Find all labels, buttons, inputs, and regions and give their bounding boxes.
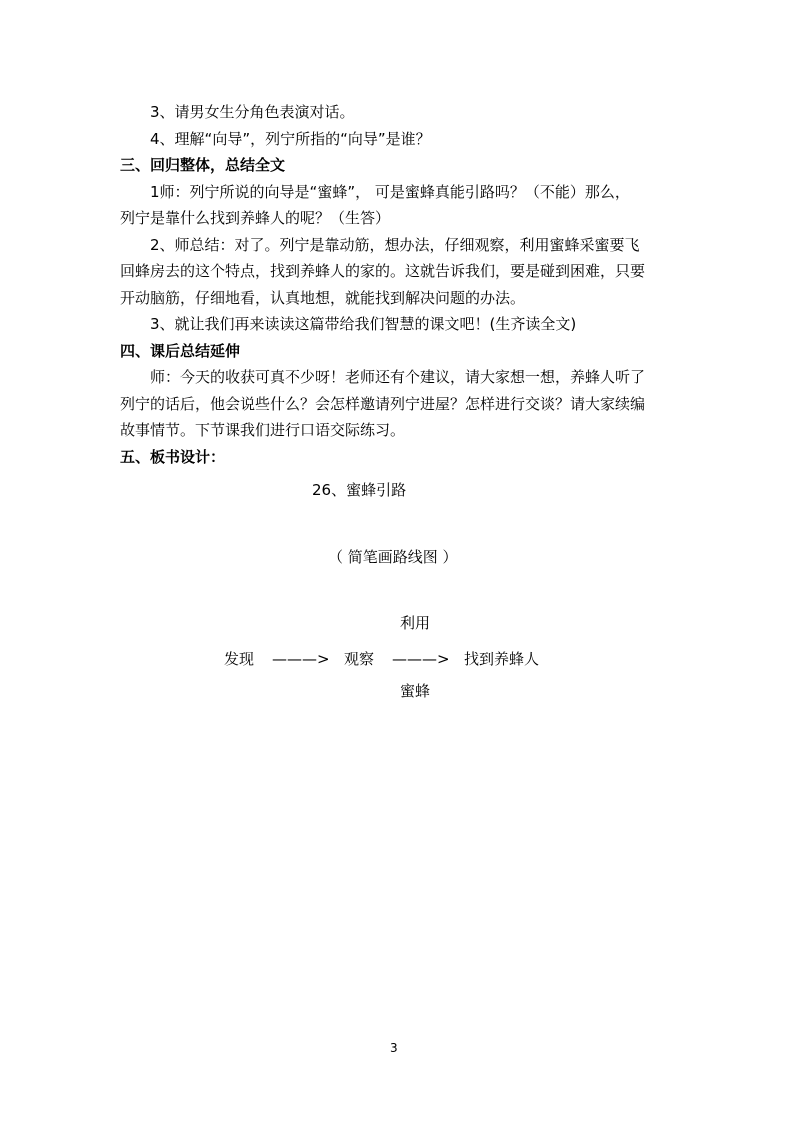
section3-p1-line1: 1师：列宁所说的向导是“蜜蜂”， 可是蜜蜂真能引路吗？（不能）那么， — [150, 183, 630, 201]
board-label-bottom: 蜜蜂 — [400, 682, 431, 700]
board-arrow-1: ———> — [272, 650, 330, 668]
section3-p3: 3、就让我们再来读读这篇带给我们智慧的课文吧！(生齐读全文) — [150, 315, 577, 333]
section4-p-line3: 故事情节。下节课我们进行口语交际练习。 — [120, 421, 406, 439]
section4-p-line2: 列宁的话后，他会说些什么？会怎样邀请列宁进屋？怎样进行交谈？请大家续编 — [120, 395, 646, 413]
section4-p-line1: 师：今天的收获可真不少呀！老师还有个建议，请大家想一想，养蜂人听了 — [150, 368, 646, 386]
section3-p2-line3: 开动脑筋，仔细地看，认真地想，就能找到解决问题的办法。 — [120, 289, 526, 307]
page-number: 3 — [390, 1041, 398, 1055]
sketch-note: （ 简笔画路线图 ） — [328, 548, 458, 566]
board-label-top: 利用 — [400, 614, 431, 632]
board-step-2: 观察 — [344, 650, 375, 668]
section5-heading: 五、板书设计： — [120, 448, 226, 466]
section3-p2-line1: 2、师总结：对了。列宁是靠动筋，想办法，仔细观察，利用蜜蜂采蜜要飞 — [150, 236, 640, 254]
section3-p2-line2: 回蜂房去的这个特点，找到养蜂人的家的。这就告诉我们，要是碰到困难，只要 — [120, 262, 646, 280]
section3-p1-line2: 列宁是靠什么找到养蜂人的呢？（生答） — [120, 209, 391, 227]
board-title: 26、蜜蜂引路 — [312, 481, 407, 499]
board-step-1: 发现 — [224, 650, 255, 668]
board-step-3: 找到养蜂人 — [464, 650, 540, 668]
section4-heading: 四、课后总结延伸 — [120, 342, 241, 360]
board-arrow-2: ———> — [392, 650, 450, 668]
section2-item4: 4、理解“向导”，列宁所指的“向导”是谁？ — [150, 130, 431, 148]
section2-item3: 3、请男女生分角色表演对话。 — [150, 103, 355, 121]
section3-heading: 三、回归整体，总结全文 — [120, 156, 286, 174]
